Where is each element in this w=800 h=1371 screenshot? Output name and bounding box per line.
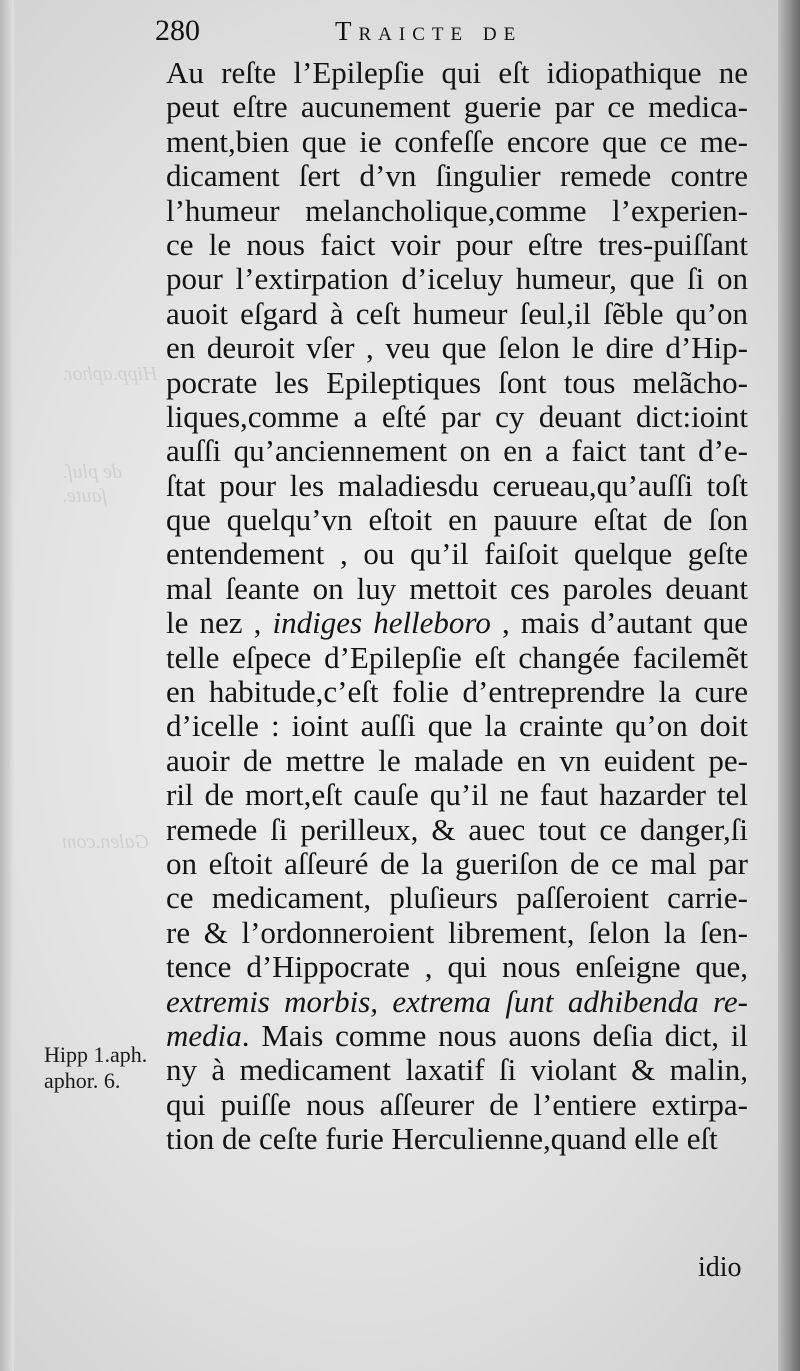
- text-segment: en deuroit vſer , veu que ſelon le dire d’Hip-: [166, 330, 748, 366]
- page-number: 280: [155, 14, 200, 47]
- text-line: [166, 813, 748, 847]
- text-segment: pocrate les Epileptiques ſont tous melãcho-: [166, 364, 748, 400]
- italic-segment: media: [166, 1017, 242, 1053]
- text-line: [166, 709, 748, 743]
- text-line: [166, 434, 748, 468]
- text-segment: remede ſi perilleux, & auec tout ce danger,ſi: [166, 811, 748, 847]
- text-segment: qui puiſſe nous aſſeurer de l’entiere extirpa-: [166, 1086, 748, 1122]
- text-segment: mal ſeante on luy mettoit ces paroles deuant: [166, 570, 748, 606]
- margin-note: [44, 1042, 172, 1094]
- text-segment: l’humeur melancholique,comme l’experien-: [166, 192, 748, 228]
- italic-segment: indiges helleboro: [272, 605, 491, 641]
- text-line: [166, 400, 748, 434]
- italic-segment: extremis morbis, extrema ſunt adhibenda re-: [166, 983, 748, 1019]
- text-line: [166, 503, 748, 537]
- text-line: [166, 950, 748, 984]
- text-segment: auoit eſgard à ceſt humeur ſeul,il ſẽble qu’on: [166, 295, 748, 331]
- text-segment: peut eſtre aucunement guerie par ce medica-: [166, 89, 748, 125]
- text-line: [166, 1053, 748, 1087]
- text-line: [166, 56, 748, 90]
- text-segment: auſſi qu’anciennement on en a faict tant d’e-: [166, 433, 748, 469]
- text-segment: liques,comme a eſté par cy deuant dict:ioint: [166, 398, 748, 434]
- bleed-through-text-2: de pluſ. ſaute.: [62, 461, 122, 507]
- text-segment: , mais d’autant que: [490, 605, 748, 641]
- text-line: [166, 297, 748, 331]
- text-segment: ril de mort,eſt cauſe qu’il ne faut hazarder tel: [166, 777, 748, 813]
- text-line: [166, 469, 748, 503]
- text-segment: auoir de mettre le malade en vn euident pe-: [166, 742, 748, 778]
- margin-note-line: aphor. 6.: [44, 1068, 121, 1093]
- text-segment: ſtat pour les maladiesdu cerueau,qu’auſſi toſt: [166, 467, 748, 503]
- text-line: [166, 847, 748, 881]
- text-line: [166, 606, 748, 640]
- text-line: [166, 572, 748, 606]
- text-line: [166, 159, 748, 193]
- page-left-shadow: [0, 0, 14, 1371]
- text-line: [166, 985, 748, 1019]
- body-text: [166, 56, 748, 1157]
- text-line: [166, 778, 748, 812]
- text-line: [166, 537, 748, 571]
- text-line: [166, 331, 748, 365]
- text-segment: telle eſpece d’Epilepſie eſt changée facilemẽt: [166, 639, 748, 675]
- text-line: [166, 262, 748, 296]
- text-line: [166, 1122, 748, 1156]
- text-segment: pour l’extirpation d’iceluy humeur, que ſi on: [166, 261, 748, 297]
- text-segment: re & l’ordonneroient librement, ſelon la ſen-: [166, 914, 748, 950]
- page-header: [155, 10, 765, 50]
- text-line: [166, 675, 748, 709]
- text-line: [166, 1019, 748, 1053]
- text-line: [166, 1088, 748, 1122]
- text-segment: tion de ceſte furie Herculienne,quand elle eſt: [166, 1121, 718, 1157]
- text-line: [166, 194, 748, 228]
- text-segment: en habitude,c’eſt folie d’entreprendre la cure: [166, 674, 748, 710]
- text-segment: ce medicament, pluſieurs paſſeroient carrie-: [166, 880, 748, 916]
- bleed-through-text-1: Hipp.aphor.: [62, 363, 158, 385]
- text-line: [166, 881, 748, 915]
- text-segment: tence d’Hippocrate , qui nous enſeigne que,: [166, 949, 748, 985]
- margin-note-line: Hipp 1.aph.: [44, 1042, 148, 1067]
- text-segment: entendement , ou qu’il faiſoit quelque geſte: [166, 536, 748, 572]
- running-title: Traicte de: [335, 16, 523, 46]
- catchword: idio: [698, 1252, 742, 1283]
- text-line: [166, 916, 748, 950]
- text-segment: Au reſte l’Epilepſie qui eſt idiopathique ne: [166, 55, 748, 90]
- bleed-through-text-3: Galen.com: [62, 831, 150, 853]
- text-segment: on eſtoit aſſeuré de la gueriſon de ce mal par: [166, 845, 748, 881]
- text-line: [166, 744, 748, 778]
- text-segment: le nez ,: [166, 605, 273, 641]
- text-line: [166, 90, 748, 124]
- text-segment: d’icelle : ioint auſſi que la crainte qu’on doit: [166, 708, 748, 744]
- text-line: [166, 366, 748, 400]
- page-right-shadow: [778, 0, 800, 1371]
- text-segment: . Mais comme nous auons deſia dict, il: [241, 1017, 748, 1053]
- text-segment: ment,bien que ie confeſſe encore que ce me-: [166, 123, 748, 159]
- text-line: [166, 125, 748, 159]
- text-segment: ny à medicament laxatif ſi violant & malin,: [166, 1052, 748, 1088]
- text-segment: ce le nous faict voir pour eſtre tres-puiſſant: [166, 226, 748, 262]
- text-segment: que quelqu’vn eſtoit en pauure eſtat de ſon: [166, 502, 748, 538]
- text-segment: dicament ſert d’vn ſingulier remede contre: [166, 158, 748, 194]
- text-line: [166, 228, 748, 262]
- text-line: [166, 641, 748, 675]
